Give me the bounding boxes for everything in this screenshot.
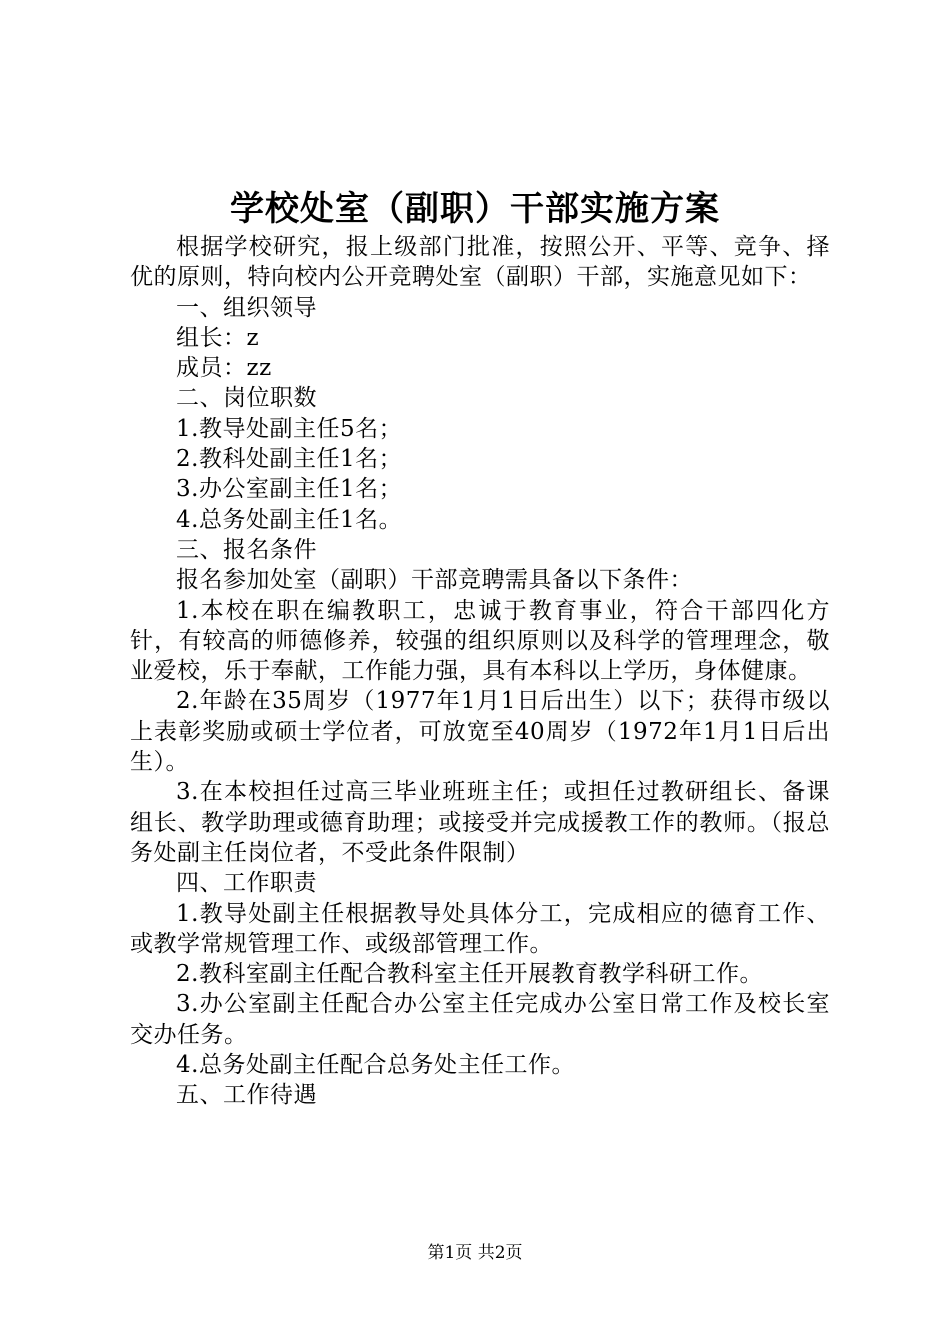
paragraph-intro: 根据学校研究，报上级部门批准，按照公开、平等、竞争、择优的原则，特向校内公开竞聘处室（副职）干部，实施意见如下： (130, 234, 830, 291)
list-item-requirement: 1.本校在职在编教职工，忠诚于教育事业，符合干部四化方针，有较高的师德修养，较强的组织原则以及科学的管理理念，敬业爱校，乐于奉献，工作能力强，具有本科以上学历，身体健康。 (130, 597, 830, 685)
list-item-position: 3.办公室副主任1名； (176, 476, 403, 503)
section-heading-duties: 四、工作职责 (176, 870, 317, 897)
page-number-footer: 第1页 共2页 (427, 1243, 523, 1263)
list-item-position: 1.教导处副主任5名； (176, 415, 403, 442)
section-heading-positions: 二、岗位职数 (176, 385, 317, 412)
list-item-position: 2.教科处副主任1名； (176, 446, 403, 473)
section-heading-benefits: 五、工作待遇 (176, 1082, 317, 1109)
list-item-duty: 4.总务处副主任配合总务处主任工作。 (176, 1052, 575, 1079)
list-item-duty: 1.教导处副主任根据教导处具体分工，完成相应的德育工作、或教学常规管理工作、或级部管理工作。 (130, 900, 830, 957)
list-item-duty: 3.办公室副主任配合办公室主任完成办公室日常工作及校长室交办任务。 (130, 991, 830, 1048)
document-body (130, 232, 830, 1111)
paragraph-leader: 组长：z (176, 324, 260, 351)
paragraph-members: 成员：zz (176, 355, 272, 382)
section-heading-organization: 一、组织领导 (176, 294, 317, 321)
list-item-requirement: 2.年龄在35周岁（1977年1月1日后出生）以下；获得市级以上表彰奖励或硕士学位者，可放宽至40周岁（1972年1月1日后出生）。 (130, 688, 830, 776)
section-heading-requirements: 三、报名条件 (176, 536, 317, 563)
document-title: 学校处室（副职）干部实施方案 (230, 189, 720, 229)
paragraph-requirements-intro: 报名参加处室（副职）干部竞聘需具备以下条件： (176, 567, 693, 594)
list-item-position: 4.总务处副主任1名。 (176, 506, 403, 533)
list-item-duty: 2.教科室副主任配合教科室主任开展教育教学科研工作。 (176, 961, 763, 988)
list-item-requirement: 3.在本校担任过高三毕业班班主任；或担任过教研组长、备课组长、教学助理或德育助理；或接受并完成援教工作的教师。（报总务处副主任岗位者，不受此条件限制） (130, 779, 830, 866)
